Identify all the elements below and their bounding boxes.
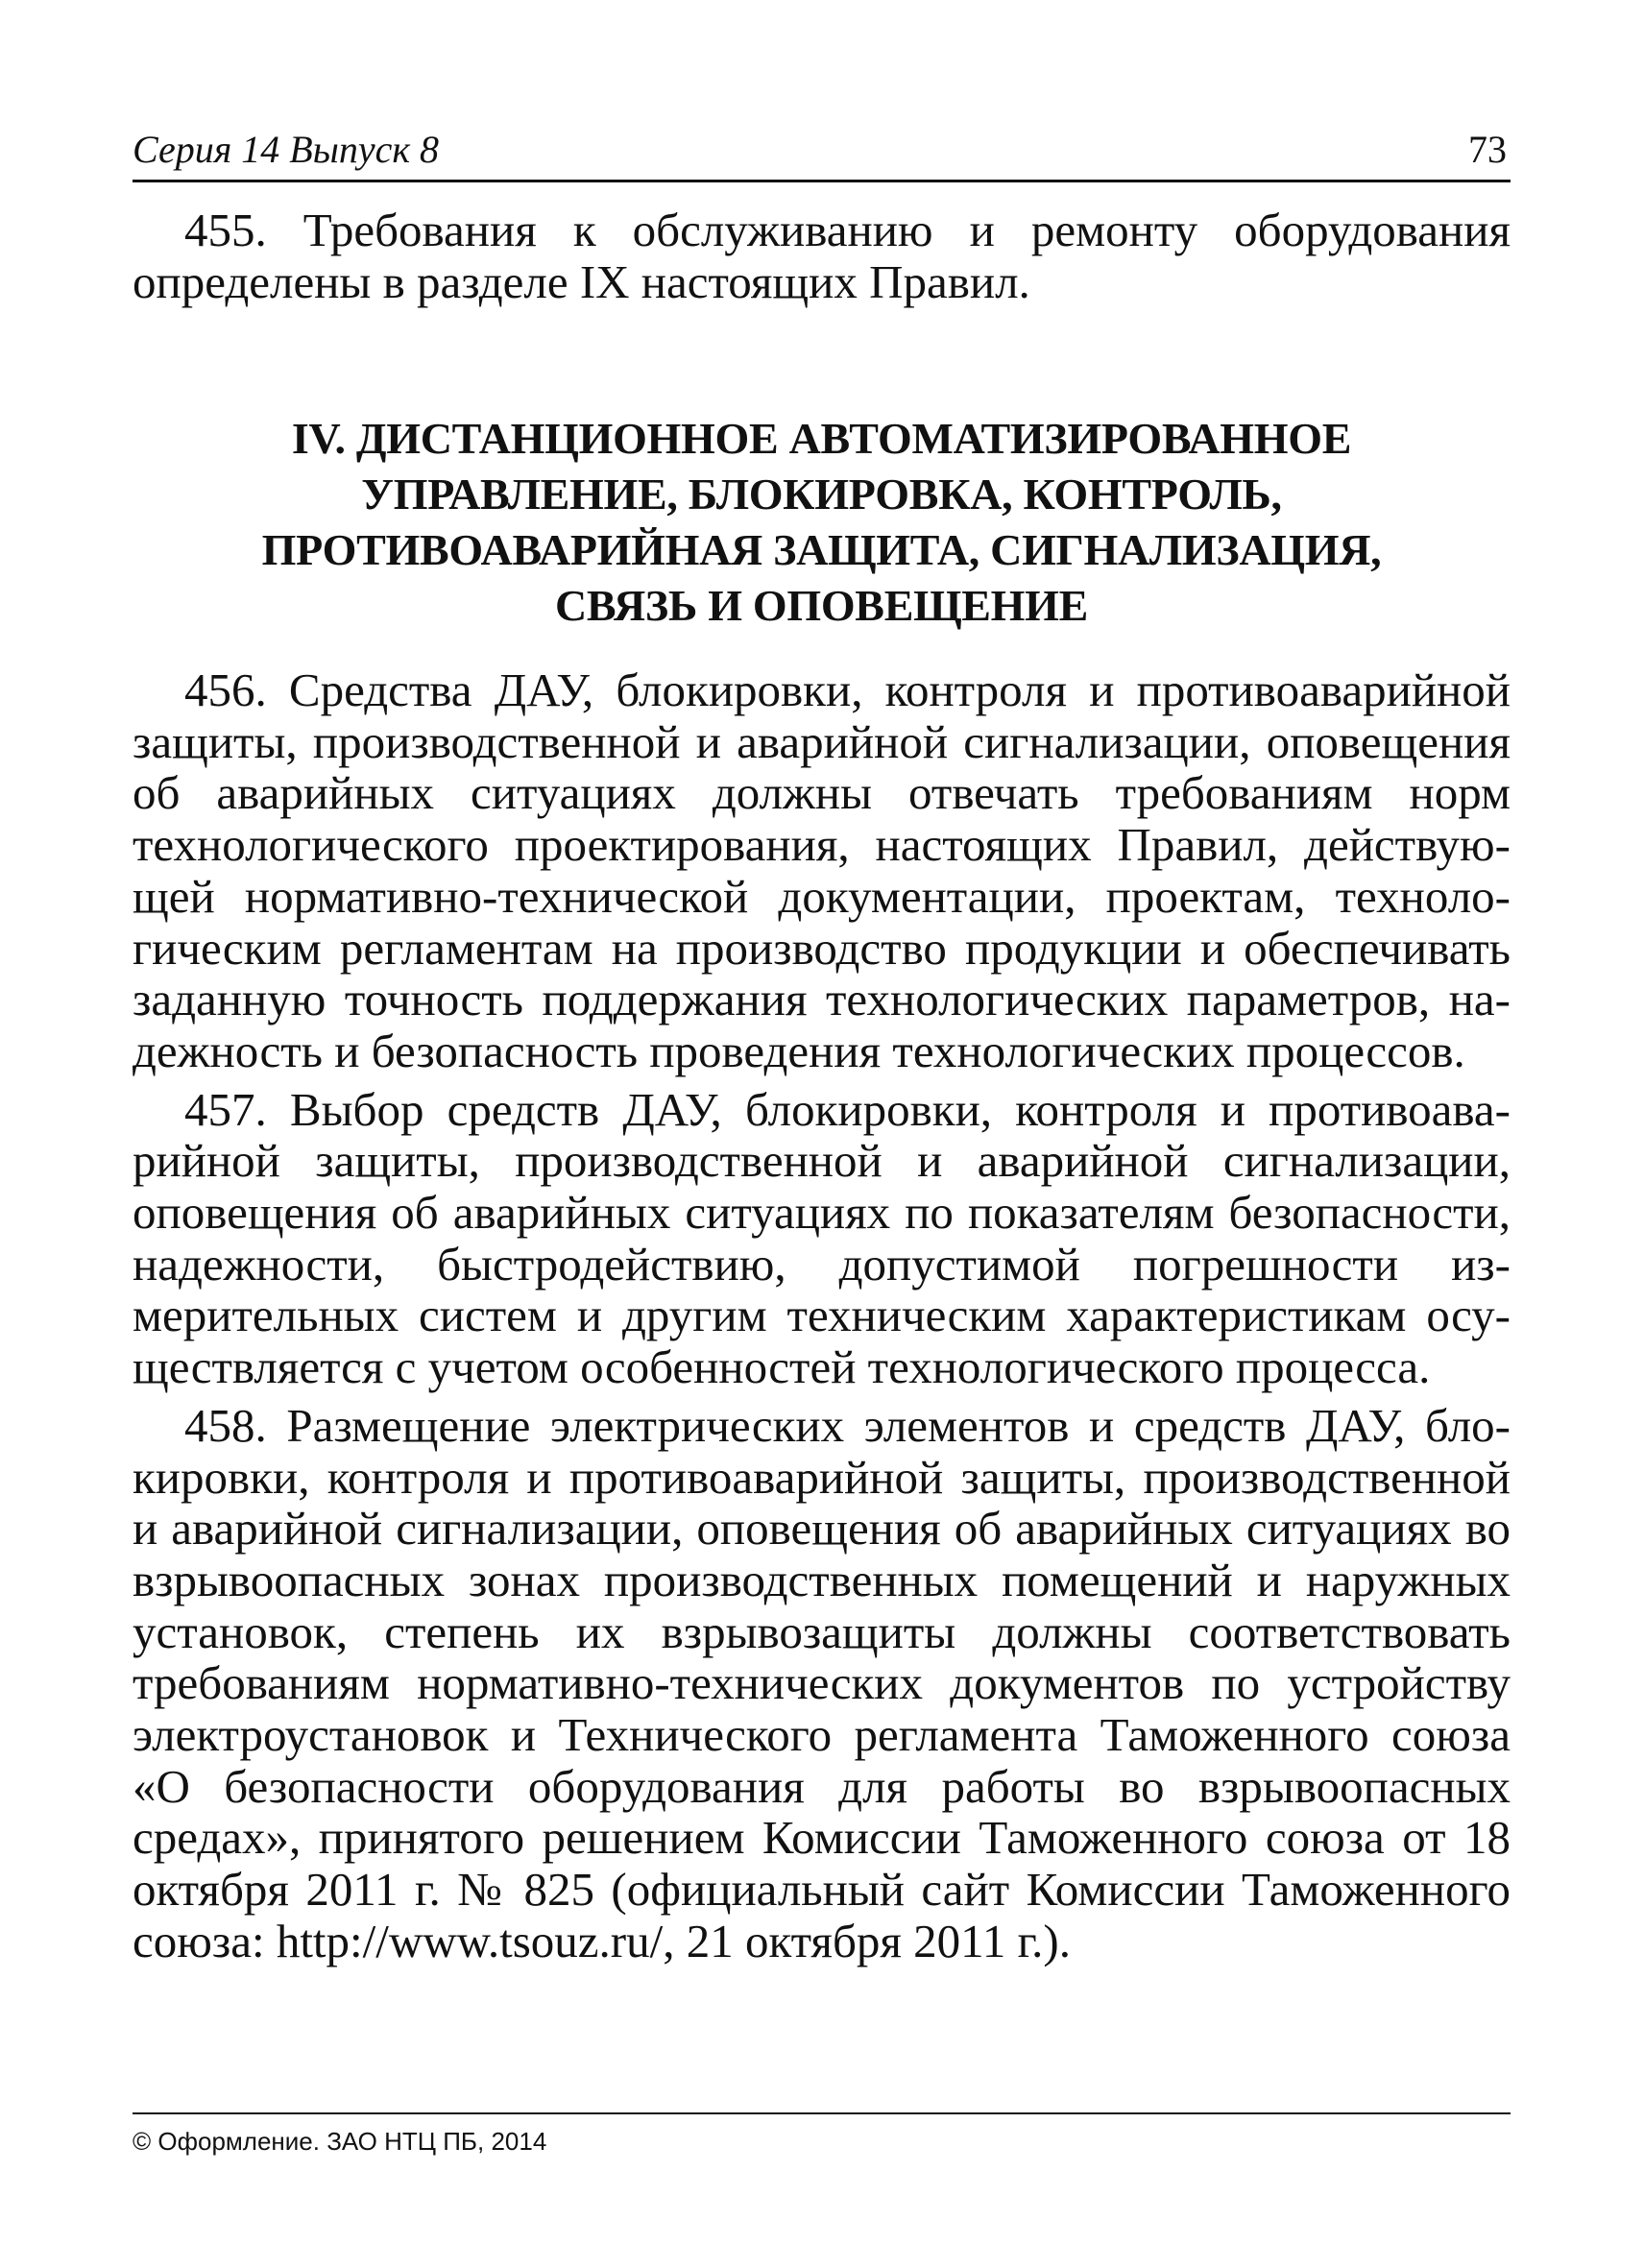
series-label: Серия 14 Выпуск 8: [133, 128, 440, 171]
section-title-line: СВЯЗЬ И ОПОВЕЩЕНИЕ: [554, 581, 1089, 630]
paragraph-455: 455. Требования к обслуживанию и ремонту оборудования определены в разделе IX настоящих Правил.: [133, 204, 1511, 308]
section-body: [133, 664, 1511, 1967]
paragraph-456: 456. Средства ДАУ, блокировки, контроля и противоаварийной защиты, производственной и аварийной сигнализации, оповещения об аварийных ситуациях должны отвечать требованиям норм технологического проектирования, настоящих Правил, действующей нормативно-технической документации, проектам, технологическим регламентам на производство продукции и обеспечивать заданную точность поддержания технологических параметров, надежность и безопасность проведения технологических процессов.: [133, 664, 1511, 1077]
footer-divider: [133, 2112, 1511, 2114]
paragraph-457: 457. Выбор средств ДАУ, блокировки, контроля и противоаварийной защиты, производственной и аварийной сигнализации, оповещения об аварийных ситуациях по показателям безопасности, надежности, быстродействию, допустимой погрешности измерительных систем и другим техническим характеристикам осуществляется с учетом особенностей технологического процесса.: [133, 1082, 1511, 1394]
page-number: 73: [1468, 128, 1507, 171]
paragraph-458: 458. Размещение электрических элементов и средств ДАУ, блокировки, контроля и противоаварийной защиты, производственной и аварийной сигнализации, оповещения об аварийных ситуациях во взрывоопасных зонах производственных помещений и наружных установок, степень их взрывозащиты должны соответствовать требованиям нормативно-технических документов по устройству электроустановок и Технического регламента Таможенного союза «О безопасности оборудования для работы во взрывоопасных средах», принятого решением Комиссии Таможенного союза от 18 октября 2011 г. № 825 (официальный сайт Комиссии Таможенного союза: http://www.tsouz.ru/, 21 октября 2011 г.).: [133, 1398, 1511, 1967]
running-header: [133, 123, 1511, 182]
section-title-line: IV. ДИСТАНЦИОННОЕ АВТОМАТИЗИРОВАННОЕ: [291, 414, 1352, 463]
section-title-line: УПРАВЛЕНИЕ, БЛОКИРОВКА, КОНТРОЛЬ,: [361, 470, 1282, 519]
section-title: [133, 411, 1511, 634]
footer-copyright: © Оформление. ЗАО НТЦ ПБ, 2014: [133, 2127, 547, 2156]
document-page: [133, 0, 1511, 2268]
section-title-line: ПРОТИВОАВАРИЙНАЯ ЗАЩИТА, СИГНАЛИЗАЦИЯ,: [261, 525, 1382, 574]
